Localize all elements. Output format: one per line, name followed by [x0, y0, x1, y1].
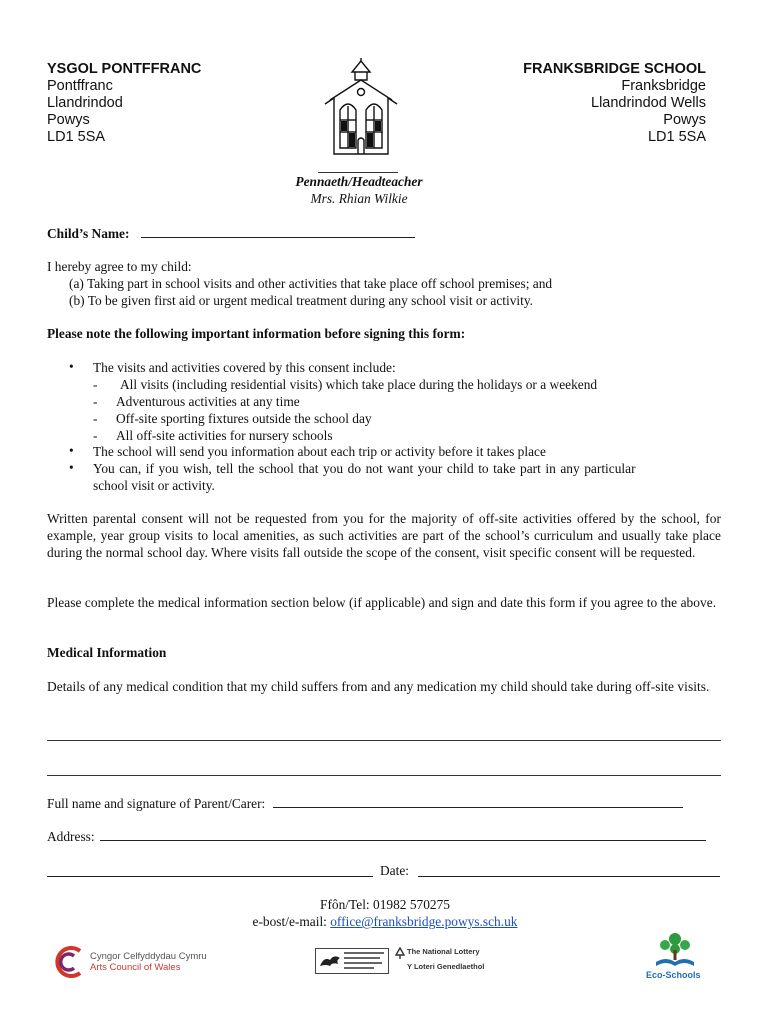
footer-email-row [0, 913, 770, 930]
sub-item: All visits (including residential visits) which take place during the holidays or a weekend [120, 377, 598, 392]
agree-intro: I hereby agree to my child: [47, 259, 192, 274]
eco-schools-label: Eco-Schools [646, 970, 701, 980]
sub-dash: - [93, 411, 98, 426]
headteacher-name: Mrs. Rhian Wilkie [310, 191, 408, 206]
right-address-line: Franksbridge [621, 78, 706, 94]
footer-tel: Ffôn/Tel: 01982 570275 [320, 897, 450, 912]
bullet-dot: • [69, 443, 74, 458]
consent-paragraph: Written parental consent will not be requested from you for the majority of off-site activities offered by the school, for example, year group visits to local amenities, as such activities are part of the school’s curriculum and usually take place during the normal school day. Where visits fall outside the scope of the consent, visit specific consent will be requested. [47, 511, 721, 560]
medical-line-2[interactable] [47, 774, 721, 776]
left-address-line: LD1 5SA [47, 129, 106, 145]
right-address-line: LD1 5SA [647, 129, 706, 145]
complete-paragraph: Please complete the medical information section below (if applicable) and sign and date this form if you agree to the above. [47, 595, 717, 610]
address-row [47, 828, 706, 845]
left-address-block [47, 61, 201, 146]
eco-schools-icon [652, 930, 698, 970]
left-school-name: YSGOL PONTFFRANC [47, 61, 202, 77]
footer-email-label: e-bost/e-mail: [252, 914, 331, 929]
sub-dash: - [93, 377, 98, 392]
headteacher-title: Pennaeth/Headteacher [295, 174, 423, 189]
bullet-text: The school will send you information about each trip or activity before it takes place [93, 444, 546, 459]
funding-logo [315, 948, 389, 974]
school-building-crest [322, 58, 400, 158]
right-address-line: Powys [663, 112, 706, 128]
bullet-dot: • [69, 460, 74, 475]
bullet-text: school visit or activity. [93, 478, 215, 493]
right-address-block [523, 61, 706, 146]
date-left-line[interactable] [47, 876, 373, 877]
medical-heading: Medical Information [47, 645, 167, 660]
agree-item: (b) To be given first aid or urgent medical treatment during any school visit or activity. [69, 293, 534, 308]
address-field[interactable] [100, 828, 706, 841]
medical-line-1[interactable] [47, 739, 721, 741]
arts-council-english: Arts Council of Wales [90, 962, 181, 973]
lottery-icon [394, 947, 406, 959]
sub-item: Adventurous activities at any time [116, 394, 300, 409]
note-heading: Please note the following important information before signing this form: [47, 326, 466, 341]
lottery-text [407, 947, 484, 971]
bullet-dot: • [69, 359, 74, 374]
fullname-field[interactable] [273, 795, 683, 808]
date-label: Date: [380, 863, 409, 878]
bullet-text: The visits and activities covered by this consent include: [93, 360, 396, 375]
bullet-text: You can, if you wish, tell the school that you do not want your child to take part in any particular [93, 461, 636, 476]
medical-text: Details of any medical condition that my child suffers from and any medication my child should take during off-site visits. [47, 679, 710, 694]
lottery-welsh: Y Loteri Genedlaethol [407, 962, 485, 971]
lottery-name: The National Lottery [407, 947, 480, 956]
date-field[interactable] [418, 876, 720, 877]
address-label: Address: [47, 829, 95, 844]
footer-email-link[interactable]: office@franksbridge.powys.sch.uk [330, 914, 518, 929]
right-address-line: Llandrindod Wells [591, 95, 706, 111]
left-address-line: Powys [47, 112, 90, 128]
child-name-row [47, 225, 415, 242]
agree-item: (a) Taking part in school visits and other activities that take place off school premises; and [69, 276, 553, 291]
left-address-line: Pontffranc [47, 78, 113, 94]
dragon-icon [318, 950, 342, 972]
right-school-name: FRANKSBRIDGE SCHOOL [523, 61, 706, 77]
child-name-label: Child’s Name: [47, 226, 130, 241]
sub-item: Off-site sporting fixtures outside the school day [116, 411, 372, 426]
fullname-label: Full name and signature of Parent/Carer: [47, 796, 266, 811]
fullname-row [47, 795, 683, 812]
arts-council-text [90, 951, 207, 973]
arts-council-icon [50, 945, 88, 979]
left-address-line: Llandrindod [47, 95, 123, 111]
sub-item: All off-site activities for nursery schools [116, 428, 333, 443]
sub-dash: - [93, 394, 98, 409]
arts-council-welsh: Cyngor Celfyddydau Cymru [90, 951, 207, 962]
child-name-field[interactable] [141, 225, 415, 238]
sub-dash: - [93, 428, 98, 443]
